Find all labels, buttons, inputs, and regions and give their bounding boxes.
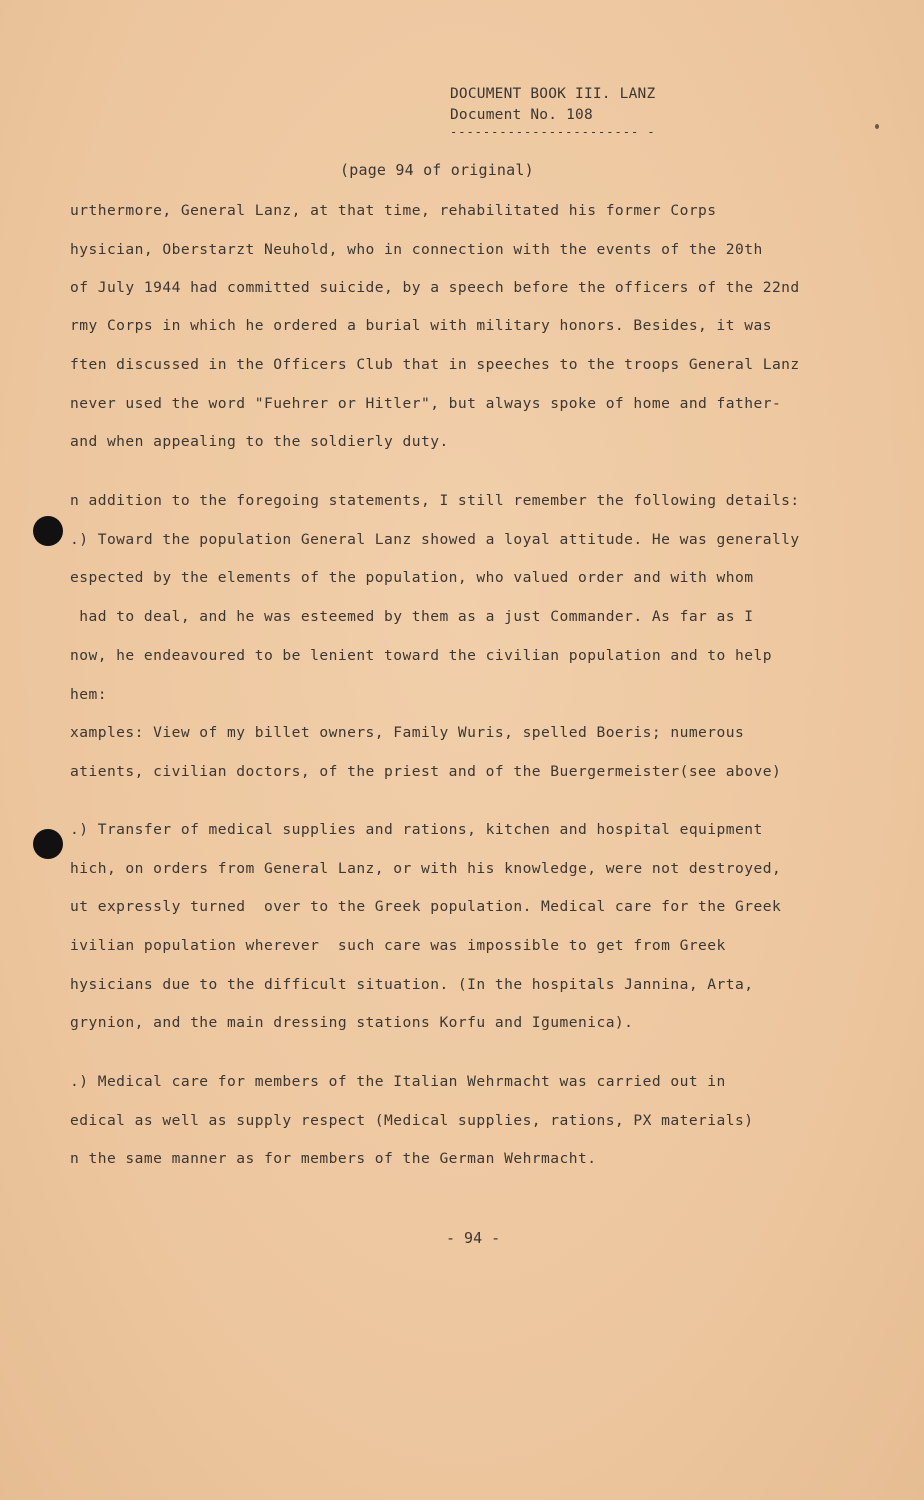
body-line: never used the word "Fuehrer or Hitler", but always spoke of home and father- <box>70 395 782 412</box>
original-page-reference: (page 94 of original) <box>340 161 534 179</box>
body-line: urthermore, General Lanz, at that time, rehabilitated his former Corps <box>70 202 717 219</box>
punch-hole-upper <box>33 516 63 546</box>
body-line: hysicians due to the difficult situation. (In the hospitals Jannina, Arta, <box>70 976 754 993</box>
body-line: .) Medical care for members of the Italian Wehrmacht was carried out in <box>70 1073 726 1090</box>
body-line: ivilian population wherever such care was impossible to get from Greek <box>70 937 726 954</box>
body-line: rmy Corps in which he ordered a burial with military honors. Besides, it was <box>70 317 772 334</box>
body-line: hem: <box>70 686 107 703</box>
body-line: n addition to the foregoing statements, I still remember the following details: <box>70 492 800 509</box>
body-line: grynion, and the main dressing stations Korfu and Igumenica). <box>70 1014 634 1031</box>
paper-speck <box>875 124 879 129</box>
punch-hole-lower <box>33 829 63 859</box>
body-line: edical as well as supply respect (Medical supplies, rations, PX materials) <box>70 1112 754 1129</box>
body-line: xamples: View of my billet owners, Family Wuris, spelled Boeris; numerous <box>70 724 745 741</box>
body-line: .) Transfer of medical supplies and rations, kitchen and hospital equipment <box>70 821 763 838</box>
body-line: .) Toward the population General Lanz showed a loyal attitude. He was generally <box>70 531 800 548</box>
body-line: had to deal, and he was esteemed by them as a just Commander. As far as I <box>70 608 754 625</box>
body-line: hich, on orders from General Lanz, or with his knowledge, were not destroyed, <box>70 860 782 877</box>
body-line: now, he endeavoured to be lenient toward the civilian population and to help <box>70 647 772 664</box>
header-underline: ----------------------- - <box>450 125 656 139</box>
document-number: Document No. 108 <box>450 107 593 123</box>
body-line: and when appealing to the soldierly duty. <box>70 433 449 450</box>
body-line: ut expressly turned over to the Greek population. Medical care for the Greek <box>70 898 782 915</box>
body-line: atients, civilian doctors, of the priest and of the Buergermeister(see above) <box>70 763 782 780</box>
document-book-title: DOCUMENT BOOK III. LANZ <box>450 86 656 102</box>
body-line: espected by the elements of the population, who valued order and with whom <box>70 569 754 586</box>
body-line: hysician, Oberstarzt Neuhold, who in connection with the events of the 20th <box>70 241 763 258</box>
page-number: - 94 - <box>446 1229 501 1247</box>
body-line: ften discussed in the Officers Club that in speeches to the troops General Lanz <box>70 356 800 373</box>
body-line: of July 1944 had committed suicide, by a speech before the officers of the 22nd <box>70 279 800 296</box>
body-line: n the same manner as for members of the German Wehrmacht. <box>70 1150 597 1167</box>
document-header <box>450 84 656 138</box>
